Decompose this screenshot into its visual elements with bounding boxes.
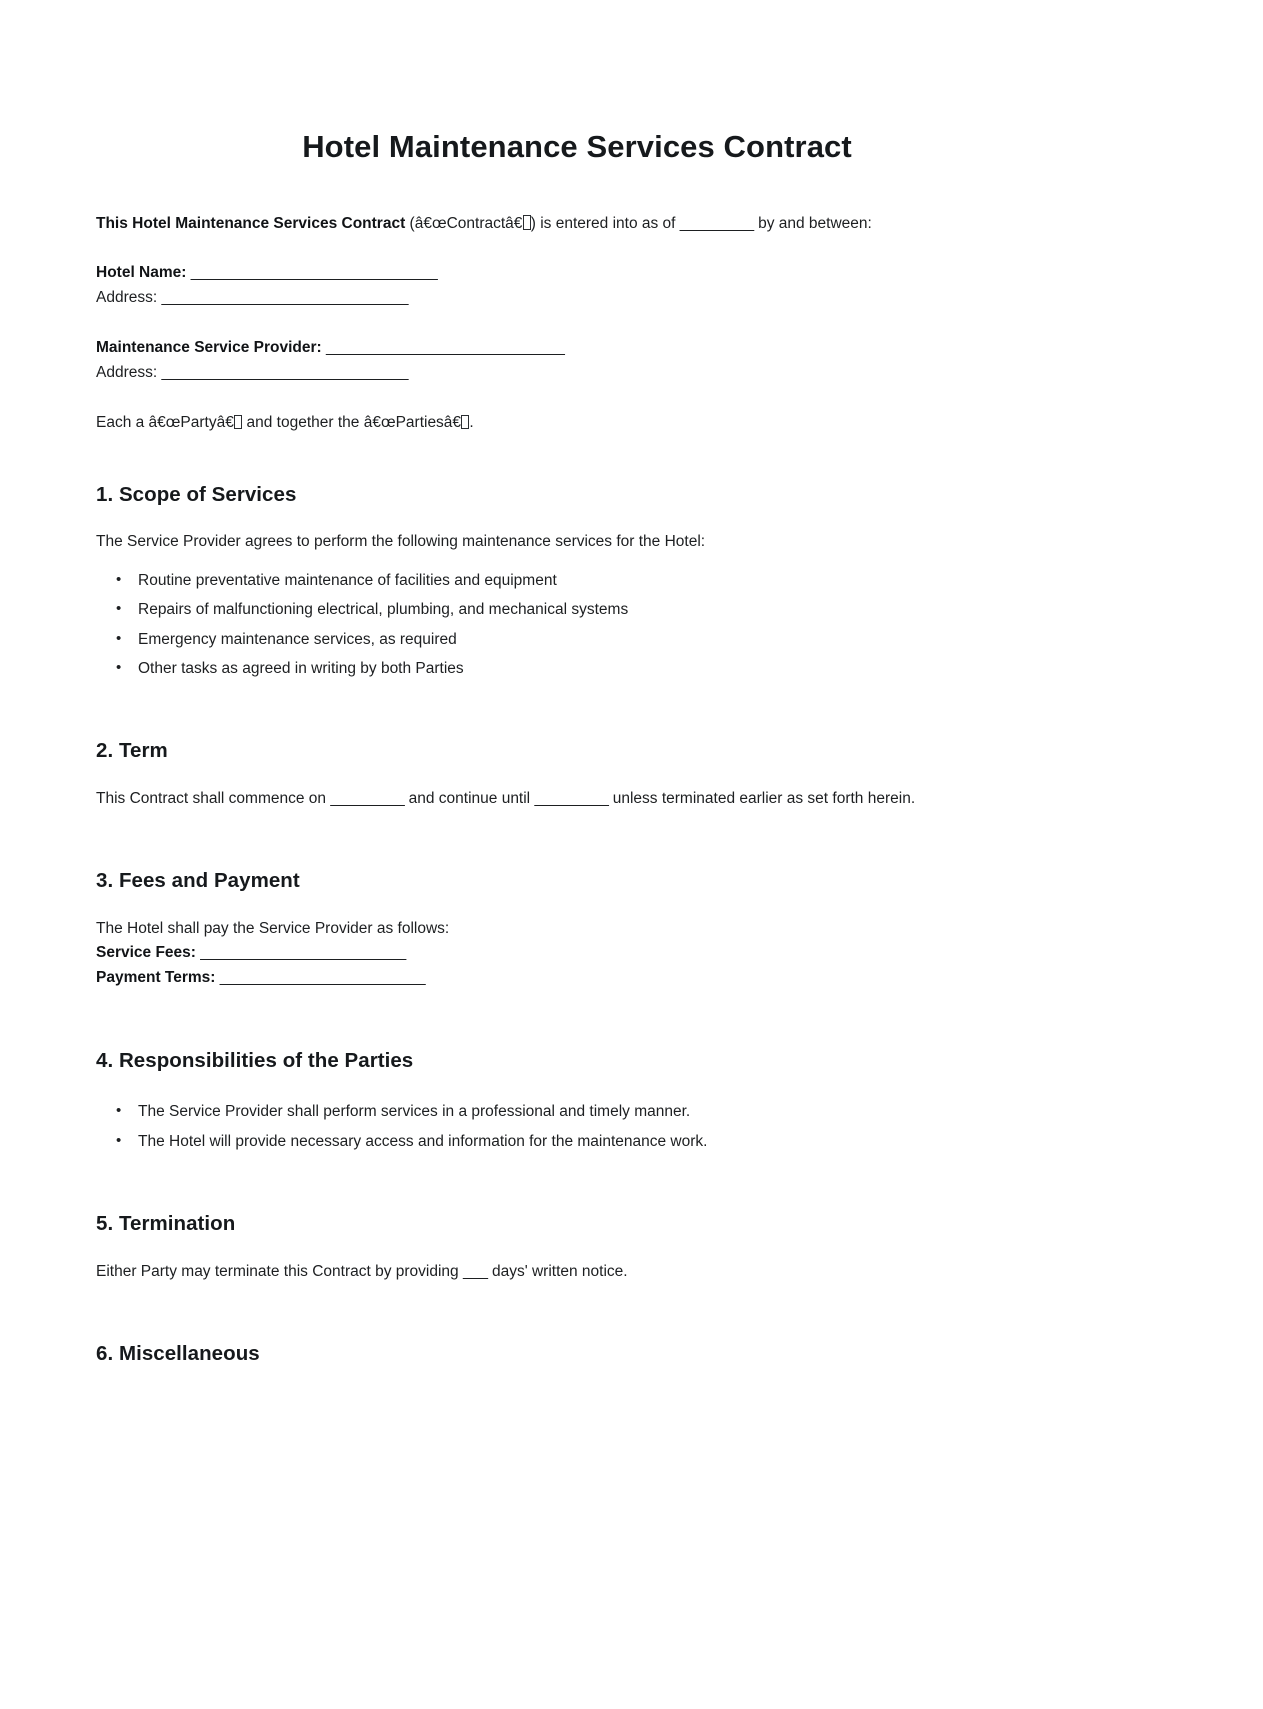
provider-name-blank[interactable]: _____________________________ — [326, 339, 565, 357]
list-item — [132, 570, 1096, 592]
section-termination — [96, 1153, 1096, 1283]
scope-bullet-list — [96, 554, 1096, 681]
each-party-text-1: Each a â€œPartyâ€ — [96, 414, 234, 432]
hotel-name-label: Hotel Name: — [96, 264, 187, 281]
list-item-label: The Hotel will provide necessary access and information for the maintenance work. — [138, 1132, 708, 1150]
section-heading-5: 5. Termination — [96, 1212, 236, 1236]
replacement-char-icon — [523, 215, 531, 229]
hotel-address-label: Address: — [96, 289, 158, 307]
term-text-1: This Contract shall commence on — [96, 790, 331, 808]
list-item-label: The Service Provider shall perform services in a professional and timely manner. — [138, 1103, 691, 1121]
list-item-label: Routine preventative maintenance of facilities and equipment — [138, 571, 557, 589]
term-end-blank[interactable]: _________ — [534, 790, 609, 808]
fees-intro-text: The Hotel shall pay the Service Provider as follows: — [96, 919, 450, 937]
section-term — [96, 680, 1096, 810]
payment-terms-blank[interactable]: _________________________ — [219, 969, 426, 987]
termination-days-blank[interactable]: ___ — [462, 1262, 488, 1280]
page-title: Hotel Maintenance Services Contract — [302, 129, 852, 164]
section-heading-4: 4. Responsibilities of the Parties — [96, 1049, 414, 1073]
document-content — [96, 0, 1096, 1368]
termination-text-1: Either Party may terminate this Contract by providing — [96, 1262, 463, 1280]
list-item-label: Other tasks as agreed in writing by both Parties — [138, 659, 464, 677]
intro-entered-text: ) is entered into as of — [530, 214, 680, 232]
hotel-name-line — [96, 260, 1096, 285]
list-item — [132, 1101, 1096, 1123]
term-text-3: unless terminated earlier as set forth herein. — [608, 790, 916, 808]
provider-name-label: Maintenance Service Provider: — [96, 339, 322, 357]
section-heading-3: 3. Fees and Payment — [96, 869, 300, 893]
list-item — [132, 658, 1096, 680]
section-responsibilities — [96, 990, 1096, 1153]
section-heading-1: 1. Scope of Services — [96, 482, 297, 506]
payment-terms-line — [96, 965, 1096, 990]
each-party-text-2: and together the â€œPartiesâ€ — [242, 414, 462, 432]
provider-address-label: Address: — [96, 364, 158, 382]
scope-intro-text: The Service Provider agrees to perform the following maintenance services for the Hotel: — [96, 533, 706, 551]
section-heading-2: 2. Term — [96, 739, 168, 763]
hotel-address-blank[interactable]: ______________________________ — [161, 289, 409, 307]
service-fees-label: Service Fees: — [96, 944, 196, 962]
service-fees-line — [96, 940, 1096, 965]
hotel-party-block — [96, 235, 1096, 310]
each-party-paragraph — [96, 385, 1096, 434]
list-item — [132, 1131, 1096, 1153]
list-item-label: Repairs of malfunctioning electrical, plumbing, and mechanical systems — [138, 601, 629, 619]
section-scope-of-services — [96, 435, 1096, 681]
provider-address-blank[interactable]: ______________________________ — [161, 364, 409, 382]
term-body — [96, 765, 1096, 810]
section-fees-and-payment — [96, 810, 1096, 990]
list-item — [132, 599, 1096, 621]
termination-body — [96, 1238, 1096, 1283]
provider-party-block — [96, 310, 1096, 385]
section-heading-6: 6. Miscellaneous — [96, 1341, 260, 1365]
payment-terms-label: Payment Terms: — [96, 969, 216, 987]
termination-text-2: days' written notice. — [487, 1262, 628, 1280]
responsibilities-bullet-list — [96, 1075, 1096, 1153]
term-text-2: and continue until — [404, 790, 535, 808]
intro-contract-term: (â€œContractâ€ — [405, 214, 523, 232]
section-miscellaneous — [96, 1283, 1096, 1368]
intro-tail-text: by and between: — [753, 214, 872, 232]
intro-paragraph — [96, 167, 1096, 235]
intro-lead-text: This Hotel Maintenance Services Contract — [96, 214, 406, 232]
provider-name-line — [96, 335, 1096, 360]
list-item-label: Emergency maintenance services, as required — [138, 630, 457, 648]
each-party-text-3: . — [469, 414, 474, 432]
intro-date-blank[interactable]: _________ — [679, 214, 754, 232]
hotel-address-line — [96, 285, 1096, 310]
list-item — [132, 629, 1096, 651]
hotel-name-blank[interactable]: ______________________________ — [190, 264, 438, 281]
service-fees-blank[interactable]: _________________________ — [200, 944, 406, 962]
term-start-blank[interactable]: _________ — [330, 790, 405, 808]
provider-address-line — [96, 360, 1096, 385]
replacement-char-icon — [234, 415, 242, 429]
